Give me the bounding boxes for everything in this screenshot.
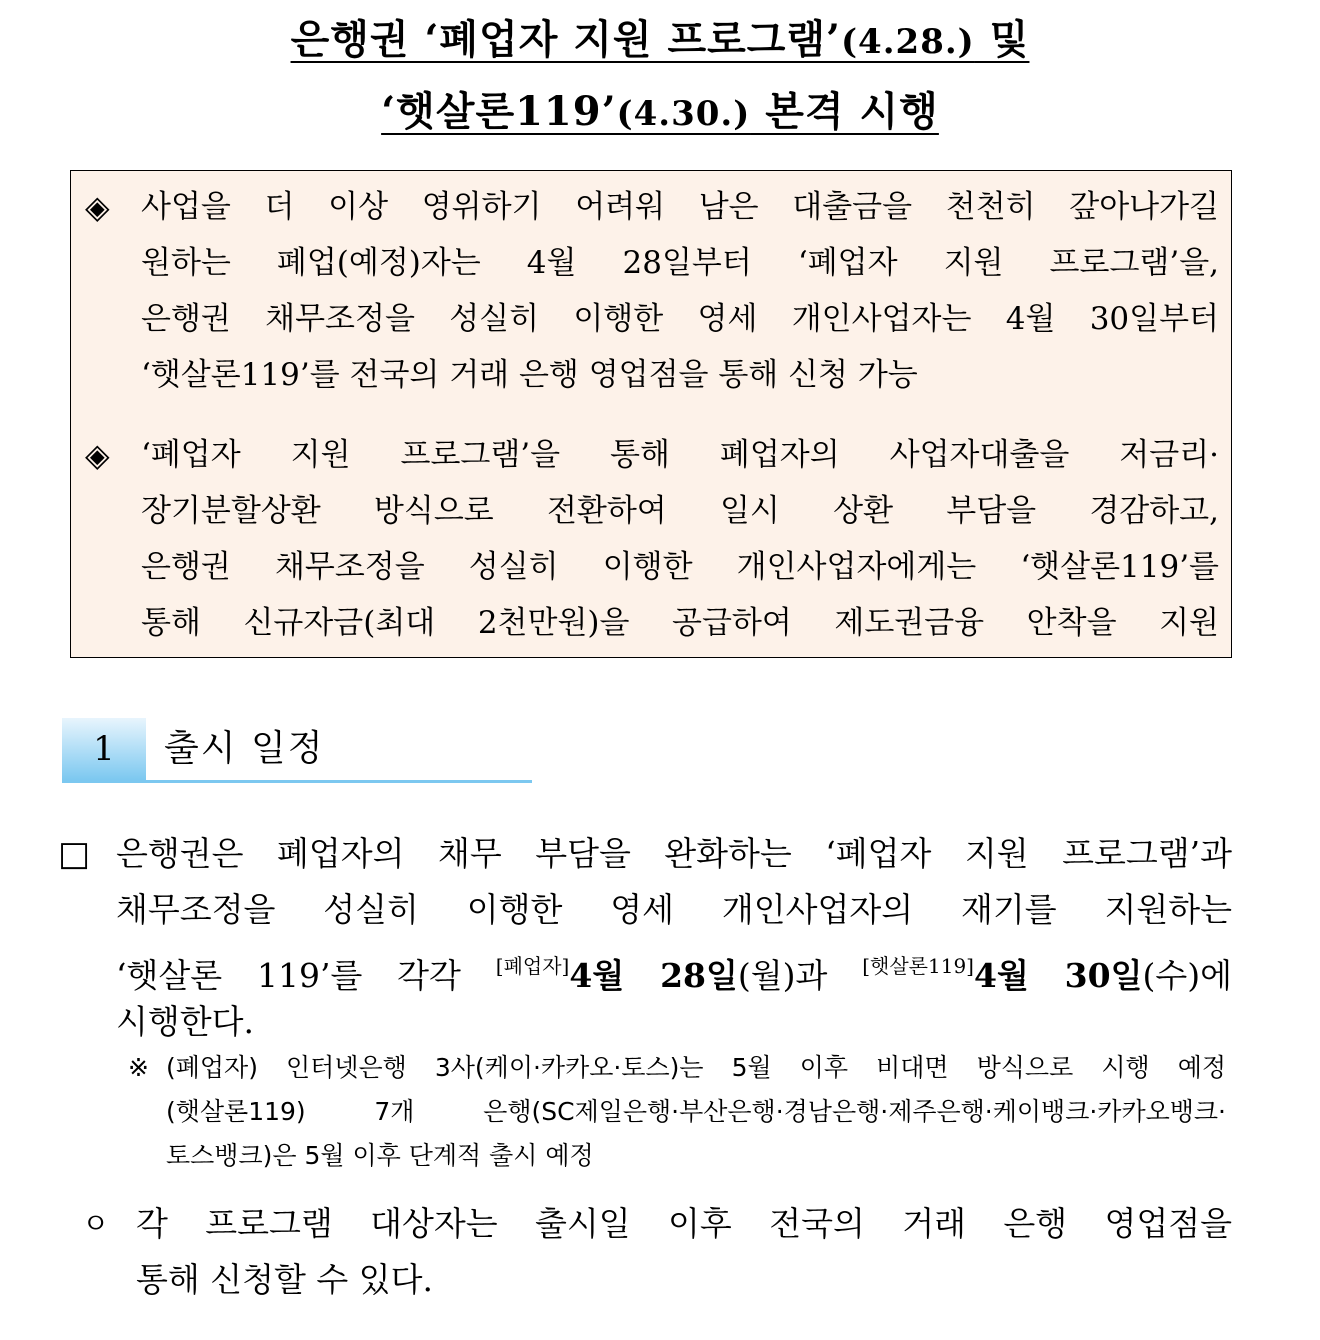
note-line: 토스뱅크)은 5월 이후 단계적 출시 예정 [166,1141,594,1170]
summary-line: 사업을 더 이상 영위하기 어려워 남은 대출금을 천천히 갚아나가길 [141,189,1219,225]
note-line: (햇살론119) 7개 은행(SC제일은행·부산은행·경남은행·제주은행·케이뱅크·카카오뱅크· [166,1097,1226,1126]
section-title: 출시 일정 [164,728,325,769]
section-number: 1 [62,718,146,780]
summary-line: ‘햇살론119’를 전국의 거래 은행 영업점을 통해 신청 가능 [141,357,918,393]
title-ending: 본격 시행 [750,88,939,135]
section-heading [62,718,532,782]
title-line-1 [0,14,1320,68]
summary-line: ‘폐업자 지원 프로그램’을 통해 폐업자의 사업자대출을 저금리· [141,437,1219,473]
diamond-bullet-icon: ◈ [85,436,110,474]
diamond-bullet-icon: ◈ [85,188,110,226]
section-underline [62,780,532,783]
body-line: 은행권은 폐업자의 채무 부담을 완화하는 ‘폐업자 지원 프로그램’과 [116,834,1232,873]
body-line: 통해 신청할 수 있다. [136,1260,433,1299]
note-mark-icon: ※ [128,1053,149,1082]
title-main-text: 은행권 ‘폐업자 지원 프로그램’ [290,16,841,63]
summary-line: 은행권 채무조정을 성실히 이행한 개인사업자에게는 ‘햇살론119’를 [141,549,1219,585]
summary-line: 통해 신규자금(최대 2천만원)을 공급하여 제도권금융 안착을 지원 [141,605,1219,641]
date-tag: [햇살론119] [862,954,974,978]
summary-box [70,170,1232,658]
date-tag: [폐업자] [495,954,570,978]
launch-date: 4월 28일 [569,956,738,995]
body-text: (수)에 [1142,956,1232,995]
title-line-2 [0,86,1320,140]
body-line: 시행한다. [116,1002,255,1041]
title-date: (4.30.) [616,94,751,134]
body-line: 채무조정을 성실히 이행한 영세 개인사업자의 재기를 지원하는 [116,890,1232,929]
title-main-text: ‘햇살론119’ [381,88,617,135]
summary-line: 은행권 채무조정을 성실히 이행한 영세 개인사업자는 4월 30일부터 [141,301,1219,337]
circle-bullet-icon: ㅇ [82,1207,110,1240]
title-connector: 및 [974,16,1030,63]
title-date: (4.28.) [840,22,975,62]
launch-date: 4월 30일 [973,956,1143,995]
summary-line: 원하는 폐업(예정)자는 4월 28일부터 ‘폐업자 지원 프로그램’을, [141,245,1219,281]
body-line: 각 프로그램 대상자는 출시일 이후 전국의 거래 은행 영업점을 [136,1204,1232,1243]
square-bullet-icon: □ [58,834,91,874]
summary-line: 장기분할상환 방식으로 전환하여 일시 상환 부담을 경감하고, [141,493,1219,529]
note-line: (폐업자) 인터넷은행 3사(케이·카카오·토스)는 5월 이후 비대면 방식으로 시행 예정 [166,1053,1226,1082]
body-text: (월)과 [737,956,863,995]
body-text: ‘햇살론 119’를 각각 [116,956,496,995]
body-line [116,938,1232,994]
